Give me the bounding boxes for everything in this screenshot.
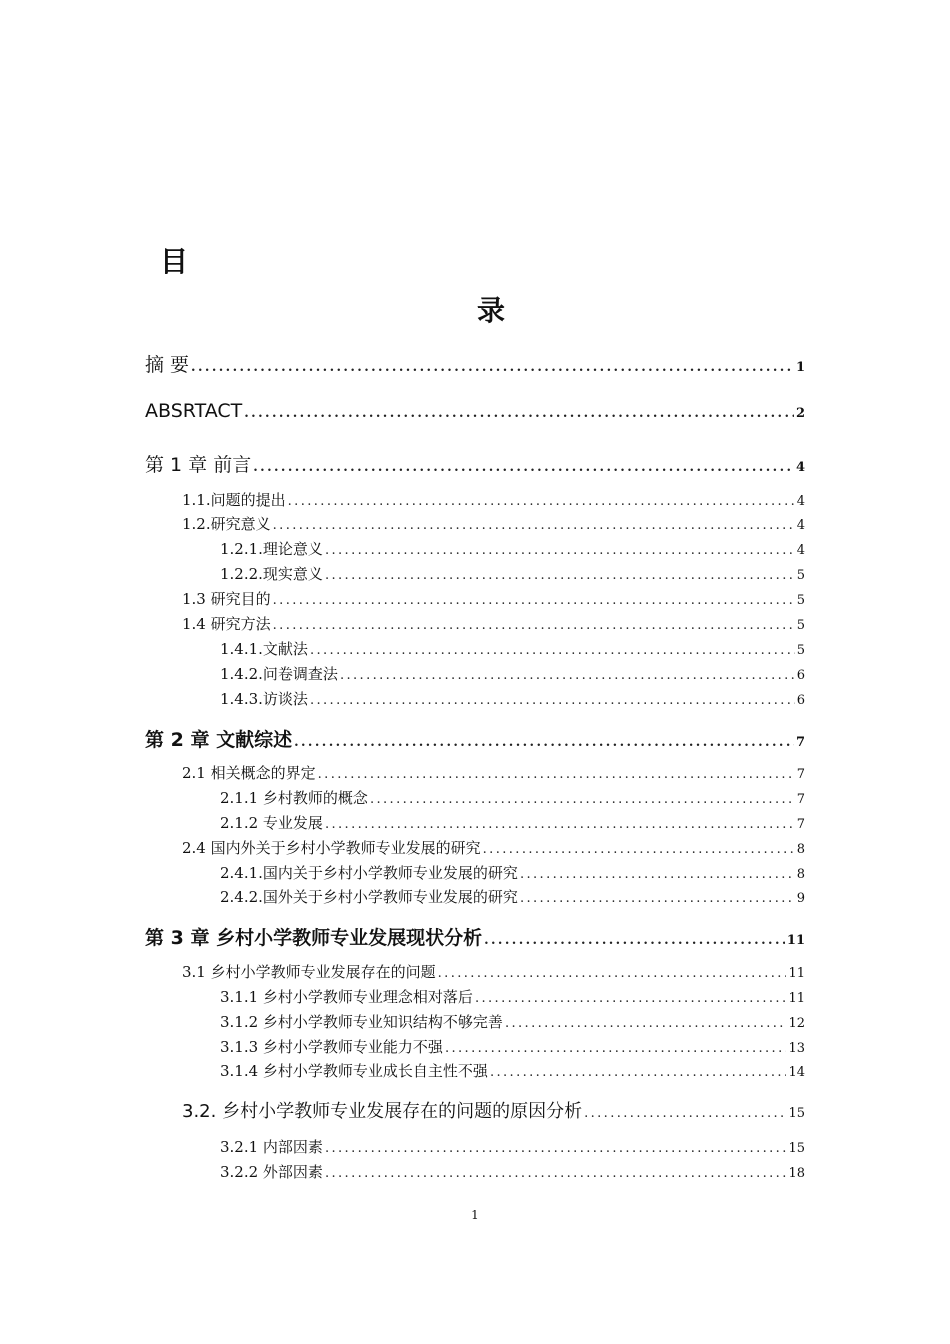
toc-entry-1-4[interactable] — [182, 613, 805, 634]
toc-leader-dots — [445, 1041, 787, 1056]
toc-title-char-1: 目 — [160, 245, 189, 278]
toc-page-number: 5 — [796, 643, 805, 658]
toc-leader-dots — [484, 933, 785, 948]
toc-leader-dots — [325, 1141, 787, 1156]
toc-entry-1-4-3[interactable] — [220, 688, 805, 709]
toc-leader-dots — [310, 693, 795, 708]
toc-entry-1-1[interactable] — [182, 489, 805, 510]
toc-entry-text: 2.4.2.国外关于乡村小学教师专业发展的研究 — [220, 888, 518, 906]
toc-leader-dots — [370, 792, 795, 807]
toc-page-number: 7 — [796, 817, 805, 832]
page-number-footer: 1 — [471, 1208, 479, 1222]
toc-entry-2-4[interactable] — [182, 837, 805, 858]
toc-entry-text: 1.4.1.文献法 — [220, 640, 308, 658]
toc-page-number: 9 — [796, 891, 805, 906]
toc-page-number: 7 — [795, 735, 805, 750]
toc-page-number: 4 — [796, 494, 805, 509]
toc-entry-text: ABSRTACT — [145, 400, 243, 422]
toc-leader-dots — [520, 867, 795, 882]
toc-page-number: 6 — [796, 668, 805, 683]
toc-page-number: 8 — [796, 867, 805, 882]
toc-entry-1-3[interactable] — [182, 588, 805, 609]
toc-entry-text: 1.2.2.现实意义 — [220, 565, 323, 583]
toc-entry-text: 3.2.1 内部因素 — [220, 1138, 323, 1156]
toc-entry-text: 1.2.研究意义 — [182, 515, 271, 533]
toc-entry-3-1[interactable] — [182, 961, 805, 982]
toc-entry-text: 第 3 章 乡村小学教师专业发展现状分析 — [145, 927, 483, 949]
toc-leader-dots — [475, 991, 787, 1006]
toc-leader-dots — [288, 494, 795, 509]
toc-entry-chapter-2[interactable] — [145, 725, 805, 752]
toc-page-number: 5 — [796, 593, 805, 608]
toc-entry-text: 2.4.1.国内关于乡村小学教师专业发展的研究 — [220, 864, 518, 882]
toc-entry-text: 1.4.3.访谈法 — [220, 690, 308, 708]
toc-page-number: 2 — [795, 406, 805, 421]
toc-entry-text: 第 1 章 前言 — [145, 454, 252, 476]
toc-page-number: 11 — [788, 966, 805, 981]
toc-leader-dots — [325, 543, 795, 558]
toc-entry-text: 1.4 研究方法 — [182, 615, 271, 633]
toc-entry-3-1-2[interactable] — [220, 1011, 805, 1032]
toc-page-number: 5 — [796, 618, 805, 633]
toc-entry-text: 3.1.3 乡村小学教师专业能力不强 — [220, 1038, 443, 1056]
toc-entry-text: 3.1.1 乡村小学教师专业理念相对落后 — [220, 988, 473, 1006]
toc-leader-dots — [273, 518, 795, 533]
toc-leader-dots — [310, 643, 795, 658]
toc-entry-abstract-cn[interactable] — [145, 350, 805, 377]
toc-leader-dots — [273, 593, 795, 608]
toc-page-number: 14 — [788, 1065, 805, 1080]
toc-leader-dots — [191, 360, 794, 375]
toc-page-number: 11 — [786, 933, 805, 948]
toc-entry-text: 摘 要 — [145, 354, 190, 376]
toc-entry-text: 3.1.4 乡村小学教师专业成长自主性不强 — [220, 1062, 488, 1080]
toc-entry-2-1[interactable] — [182, 762, 805, 783]
toc-entry-chapter-3[interactable] — [145, 923, 805, 950]
toc-leader-dots — [490, 1065, 787, 1080]
toc-page-number: 7 — [796, 767, 805, 782]
toc-leader-dots — [253, 460, 794, 475]
toc-entry-text: 2.1.2 专业发展 — [220, 814, 323, 832]
toc-entry-1-2-1[interactable] — [220, 538, 805, 559]
toc-entry-text: 1.2.1.理论意义 — [220, 540, 323, 558]
toc-page-number: 7 — [796, 792, 805, 807]
toc-leader-dots — [584, 1106, 786, 1121]
toc-entry-2-4-2[interactable] — [220, 886, 805, 907]
toc-entry-1-4-2[interactable] — [220, 663, 805, 684]
toc-page-number: 5 — [796, 568, 805, 583]
toc-entry-text: 3.1.2 乡村小学教师专业知识结构不够完善 — [220, 1013, 503, 1031]
toc-entry-3-1-4[interactable] — [220, 1060, 805, 1081]
toc-entry-text: 3.2.2 外部因素 — [220, 1163, 323, 1181]
toc-entry-2-4-1[interactable] — [220, 862, 805, 883]
toc-leader-dots — [438, 966, 787, 981]
toc-entry-text: 1.1.问题的提出 — [182, 491, 286, 509]
toc-page-number: 6 — [796, 693, 805, 708]
toc-page-number: 18 — [788, 1166, 805, 1181]
toc-title-char-2: 录 — [477, 294, 506, 327]
toc-page-number: 12 — [788, 1016, 805, 1031]
toc-entry-text: 3.2. 乡村小学教师专业发展存在的问题的原因分析 — [182, 1101, 583, 1122]
toc-entry-text: 第 2 章 文献综述 — [145, 729, 293, 751]
toc-leader-dots — [325, 817, 795, 832]
toc-entry-3-1-3[interactable] — [220, 1036, 805, 1057]
toc-page-number: 8 — [796, 842, 805, 857]
toc-leader-dots — [483, 842, 795, 857]
toc-entry-1-2[interactable] — [182, 513, 805, 534]
toc-entry-abstract-en[interactable] — [145, 400, 805, 422]
toc-entry-text: 3.1 乡村小学教师专业发展存在的问题 — [182, 963, 436, 981]
toc-entry-text: 1.3 研究目的 — [182, 590, 271, 608]
toc-leader-dots — [318, 767, 795, 782]
toc-entry-chapter-1[interactable] — [145, 450, 805, 477]
toc-leader-dots — [294, 735, 794, 750]
toc-page-number: 15 — [788, 1141, 805, 1156]
toc-page-number: 11 — [788, 991, 805, 1006]
toc-leader-dots — [520, 891, 795, 906]
toc-page-number: 4 — [796, 518, 805, 533]
toc-leader-dots — [325, 1166, 787, 1181]
toc-leader-dots — [325, 568, 795, 583]
toc-entry-text: 2.1 相关概念的界定 — [182, 764, 316, 782]
toc-entry-text: 1.4.2.问卷调查法 — [220, 665, 338, 683]
toc-leader-dots — [273, 618, 795, 633]
toc-entry-3-2-1[interactable] — [220, 1136, 805, 1157]
toc-page-number: 4 — [796, 543, 805, 558]
toc-entry-text: 2.4 国内外关于乡村小学教师专业发展的研究 — [182, 839, 481, 857]
toc-entry-text: 2.1.1 乡村教师的概念 — [220, 789, 368, 807]
toc-page-number: 4 — [795, 460, 805, 475]
toc-page-number: 1 — [795, 360, 805, 375]
toc-entry-3-2[interactable] — [182, 1097, 805, 1123]
toc-page-number: 13 — [788, 1041, 805, 1056]
toc-entry-2-1-1[interactable] — [220, 787, 805, 808]
toc-leader-dots — [244, 406, 794, 421]
toc-entry-1-4-1[interactable] — [220, 638, 805, 659]
toc-leader-dots — [340, 668, 795, 683]
toc-entry-3-2-2[interactable] — [220, 1161, 805, 1182]
toc-entry-3-1-1[interactable] — [220, 986, 805, 1007]
toc-leader-dots — [505, 1016, 787, 1031]
toc-entry-1-2-2[interactable] — [220, 563, 805, 584]
toc-entry-2-1-2[interactable] — [220, 812, 805, 833]
toc-page-number: 15 — [788, 1106, 805, 1121]
